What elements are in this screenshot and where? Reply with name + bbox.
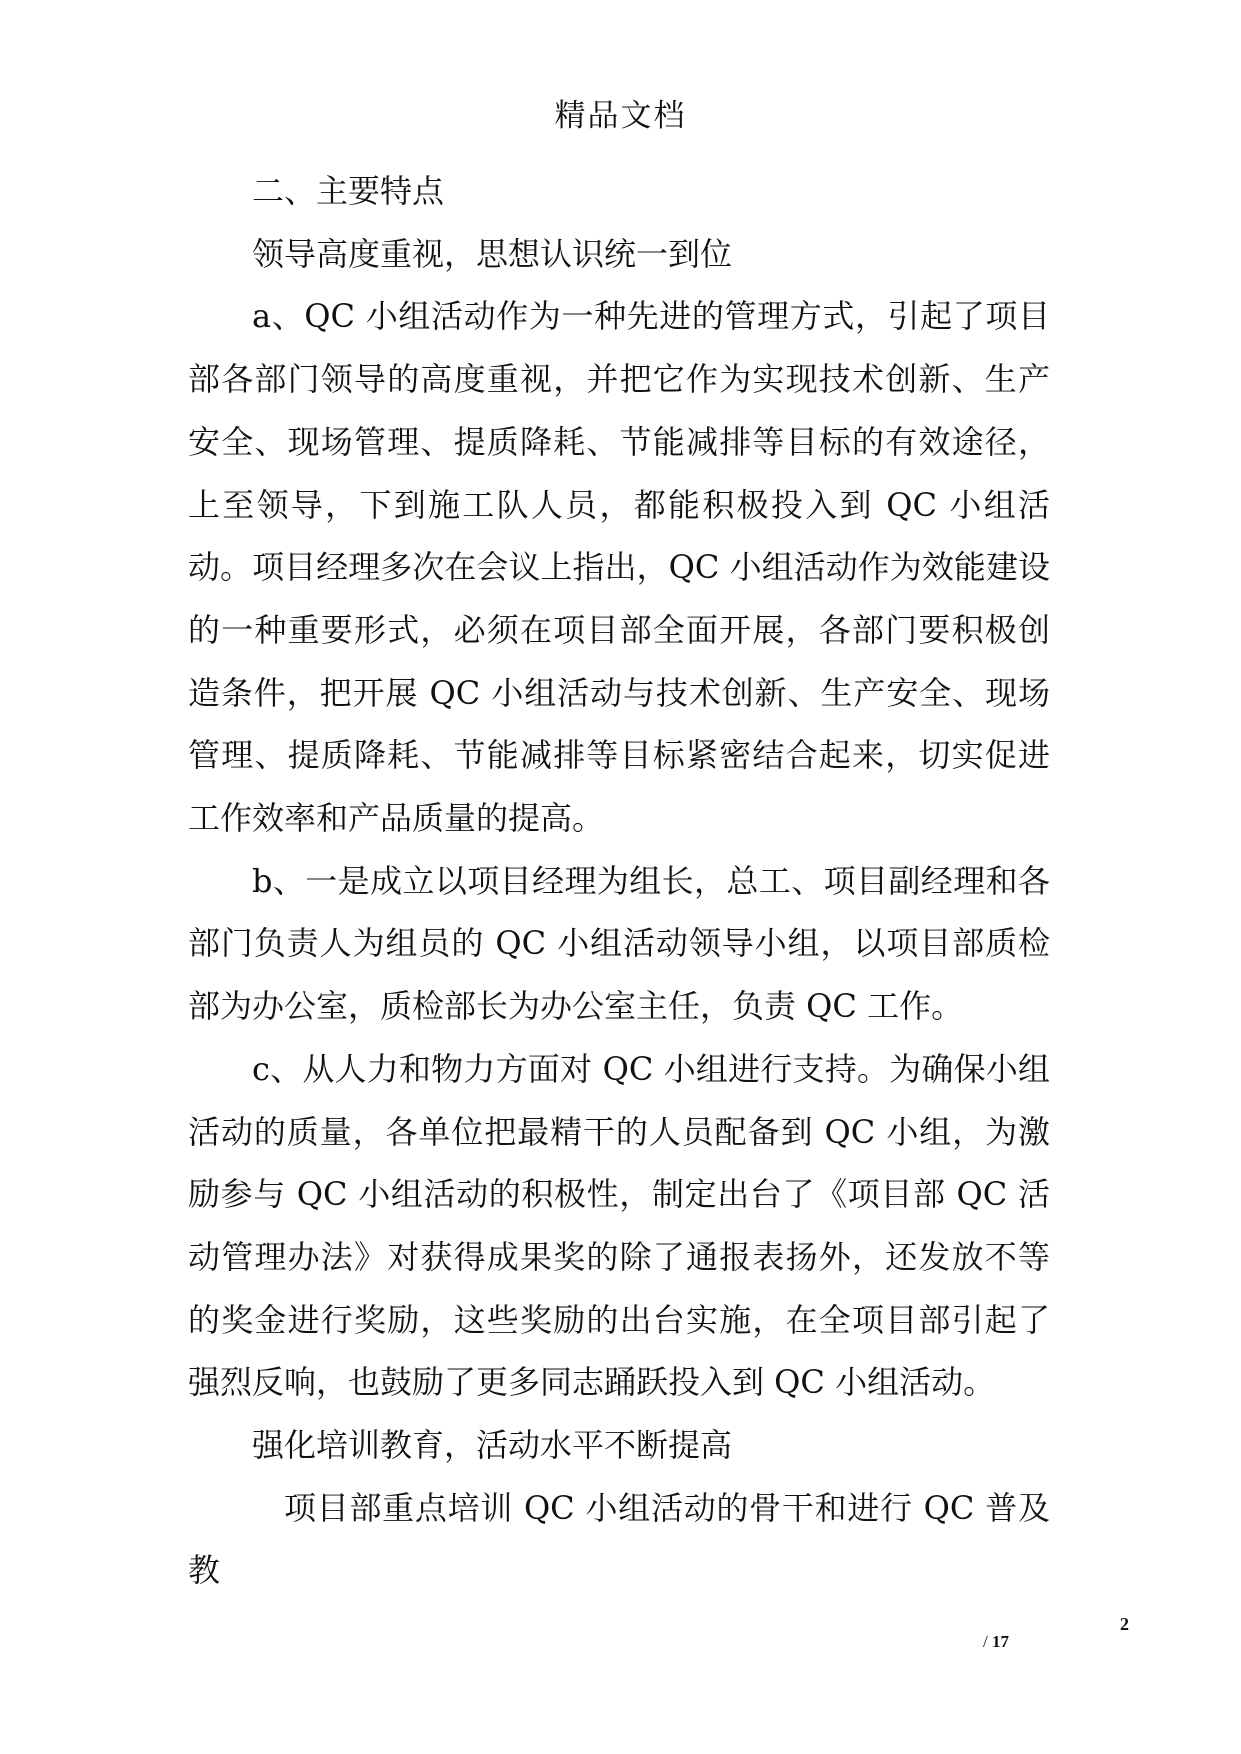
page-total <box>983 1632 1009 1652</box>
paragraph-c: c、从人力和物力方面对 QC 小组进行支持。为确保小组活动的质量，各单位把最精干的人员配备到 QC 小组，为激励参与 QC 小组活动的积极性，制定出台了《项目部 QC 活动管理办法》对获得成果奖的除了通报表扬外，还发放不等的奖金进行奖励，这些奖励的出台实施，在全项目部引起了强烈反响，也鼓励了更多同志踊跃投入到 QC 小组活动。 <box>188 1049 1050 1402</box>
subsection-heading-2: 强化培训教育，活动水平不断提高 <box>252 1426 733 1465</box>
total-pages: 17 <box>991 1632 1009 1651</box>
paragraph-training: 项目部重点培训 QC 小组活动的骨干和进行 QC 普及教 <box>188 1488 1050 1590</box>
page-number: 2 <box>1120 1614 1129 1634</box>
page-header: 精品文档 <box>554 98 687 134</box>
subsection-heading: 领导高度重视，思想认识统一到位 <box>252 234 733 273</box>
paragraph-b: b、一是成立以项目经理为组长，总工、项目副经理和各部门负责人为组员的 QC 小组活动领导小组，以项目部质检部为办公室，质检部长为办公室主任，负责 QC 工作。 <box>188 861 1050 1026</box>
paragraph-a: a、QC 小组活动作为一种先进的管理方式，引起了项目部各部门领导的高度重视，并把它作为实现技术创新、生产安全、现场管理、提质降耗、节能减排等目标的有效途径，上至领导，下到施工队人员，都能积极投入到 QC 小组活动。项目经理多次在会议上指出，QC 小组活动作为效能建设的一种重要形式，必须在项目部全面开展，各部门要积极创造条件，把开展 QC 小组活动与技术创新、生产安全、现场管理、提质降耗、节能减排等目标紧密结合起来，切实促进工作效率和产品质量的提高。 <box>188 297 1050 838</box>
page-separator: / <box>983 1632 988 1651</box>
section-heading: 二、主要特点 <box>252 172 445 210</box>
document-body <box>188 160 1050 1602</box>
